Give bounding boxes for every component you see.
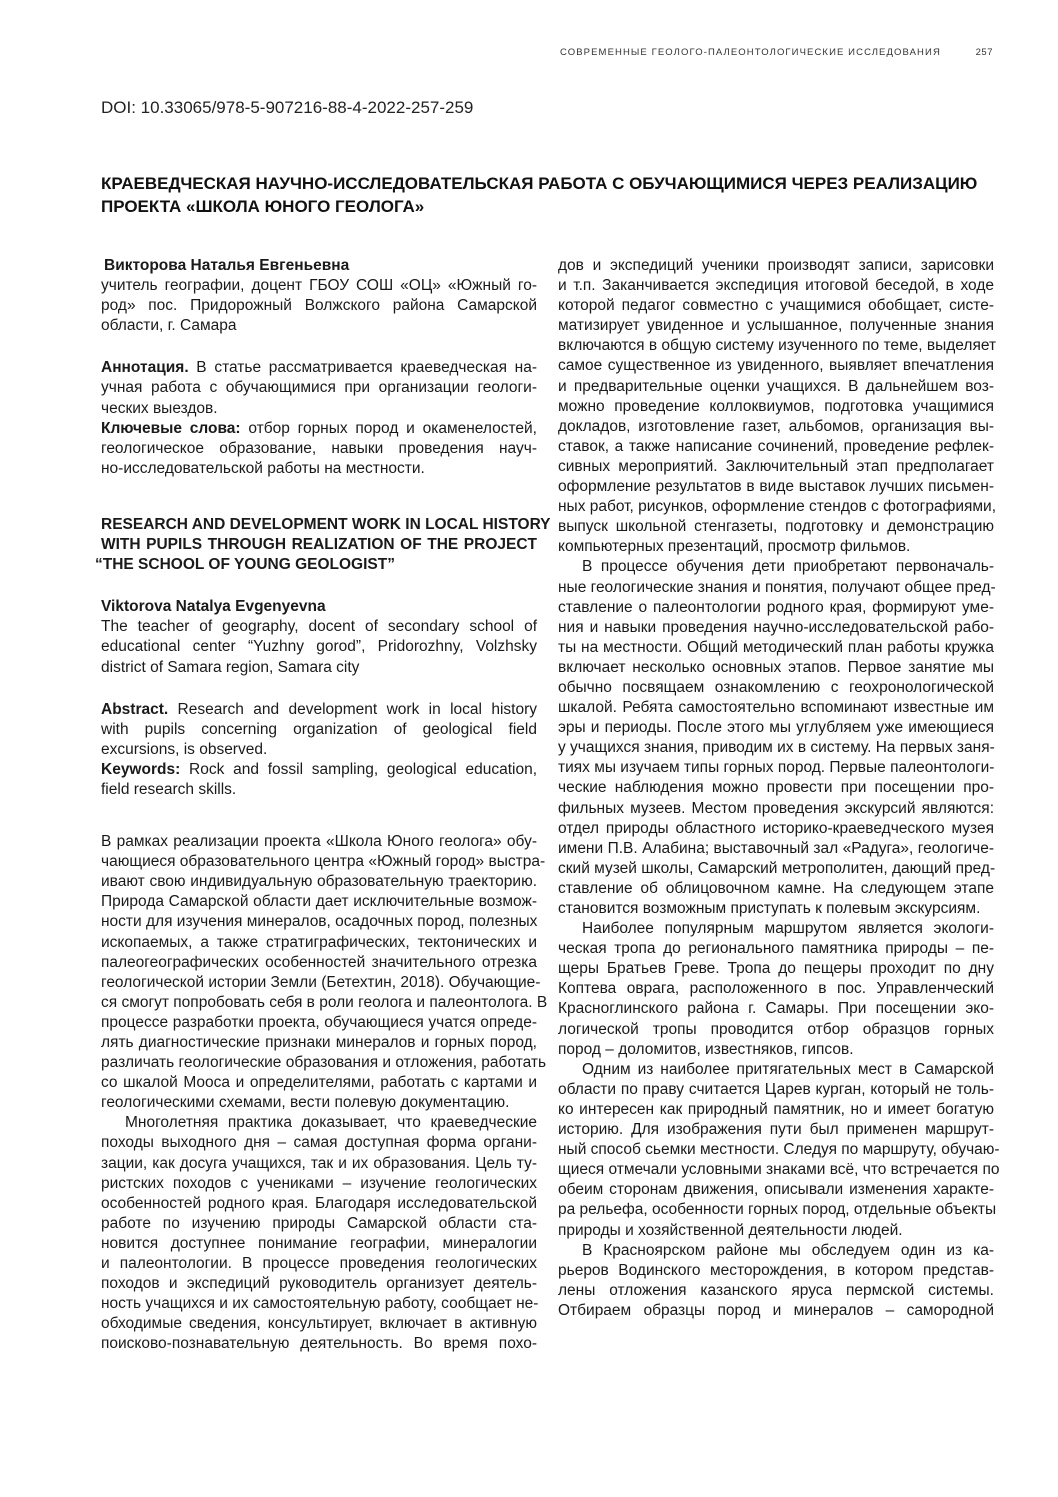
ru-keywords-line: геологическое образование, навыки проведения науч-: [101, 439, 537, 457]
body-line: Природа Самарской области дает исключительные возмож-: [101, 893, 537, 911]
body-paragraph: [558, 919, 994, 1060]
body-line: Многолетняя практика доказывает, что краеведческие: [125, 1114, 537, 1132]
body-line: дов и экспедиций ученики производят записи, зарисовки: [558, 257, 994, 274]
body-line: Одним из наиболее притягательных мест в Самарской: [582, 1060, 994, 1078]
title-line: КРАЕВЕДЧЕСКАЯ НАУЧНО-ИССЛЕДОВАТЕЛЬСКАЯ РАБОТА С ОБУЧАЮЩИМИСЯ ЧЕРЕЗ РЕАЛИЗАЦИЮ: [101, 174, 978, 193]
body-line: Коптева оврага, расположенного в пос. Управленческий: [558, 980, 994, 998]
body-line: оформление результатов в виде выставок лучших письмен-: [558, 478, 994, 496]
body-line: процессе разработки проекта, обучающиеся учатся опреде-: [101, 1013, 537, 1031]
body-line: В Красноярском районе мы обследуем один из ка-: [582, 1241, 994, 1259]
body-line: геологической истории Земли (Бетехтин, 2018). Обучающие-: [101, 973, 541, 991]
body-paragraph: [101, 832, 548, 1113]
body-line: выпуск школьной стенгазеты, подготовку и демонстрацию: [558, 518, 994, 536]
ru-abstract-label: Аннотация.: [101, 359, 189, 377]
ru-abstract-line: Аннотация. В статье рассматривается краеведческая на-: [101, 359, 537, 377]
body-line: походов и экспедиций руководитель организует деятель-: [101, 1275, 537, 1293]
en-affiliation-line: district of Samara region, Samara city: [101, 658, 360, 676]
body-line: ставление о палеонтологии родного края, формируют уме-: [558, 598, 994, 616]
ru-keywords-label: Ключевые слова:: [101, 419, 241, 437]
en-affiliation-line: educational center “Yuzhny gorod”, Pridorozhny, Volzhsky: [101, 638, 537, 656]
body-line: ный способ сьемки местности. Следуя по маршруту, обучаю-: [558, 1141, 1000, 1159]
body-line: лены отложения казанского яруса пермской системы.: [558, 1281, 994, 1299]
body-line: докладов, изготовление газет, альбомов, организация вы-: [558, 417, 994, 435]
ru-abstract-line: учная работа с обучающимися при организации геологи-: [101, 379, 537, 397]
en-abstract-line: excursions, is observed.: [101, 740, 268, 758]
body-line: ные геологические знания и понятия, получают общее пред-: [558, 578, 996, 596]
body-line: В процессе обучения дети приобретают первоначаль-: [582, 558, 994, 576]
body-line: палеогеографических особенностей значительного отрезка: [101, 953, 537, 971]
ru-affiliation-line: области, г. Самара: [101, 317, 237, 335]
body-line: обычно посвящаем ознакомлению с геохронологической: [558, 678, 994, 696]
body-line: сивных мероприятий. Заключительный этап предполагает: [558, 457, 994, 475]
body-line: геологическими схемами, вести полевую документацию.: [101, 1094, 510, 1112]
body-line: тиях мы изучаем типы горных пород. Первые палеонтологи-: [558, 759, 995, 777]
ru-keywords-line: Ключевые слова: отбор горных пород и окаменелостей,: [101, 419, 537, 437]
running-title: СОВРЕМЕННЫЕ ГЕОЛОГО-ПАЛЕОНТОЛОГИЧЕСКИЕ ИССЛЕДОВАНИЯ: [560, 47, 941, 58]
body-line: особенностей родного края. Благодаря исследовательской: [101, 1194, 537, 1212]
body-line: эры и периоды. После этого мы углубляем уже имеющиеся: [558, 719, 994, 737]
body-line: включаются в общую систему изученного по теме, выделяет: [558, 337, 997, 355]
body-line: обходимые сведения, консультирует, включает в активную: [101, 1315, 537, 1333]
body-line: можно проведение коллоквиумов, подготовка учащимися: [558, 397, 994, 415]
page-number: 257: [975, 47, 993, 58]
body-line: ископаемых, а также стратиграфических, тектонических и: [101, 933, 537, 951]
article-title: [101, 172, 996, 218]
body-line: ставок, а также написание сочинений, проведение рефлек-: [558, 437, 994, 455]
body-line: рьеров Водинского месторождения, в котором представ-: [558, 1261, 994, 1279]
body-line: и палеонтологии. В процессе проведения геологических: [101, 1255, 537, 1273]
body-line: ся смогут попробовать себя в роли геолога и палеонтолога. В: [101, 993, 548, 1011]
body-line: логической тропы проводится отбор образцов горных: [558, 1020, 994, 1038]
body-line: историю. Для изображения пути был применен маршрут-: [558, 1121, 994, 1139]
body-line: отдел природы областного историко-краеведческого музея: [558, 819, 994, 837]
body-line: ивают свою индивидуальную образовательную траекторию.: [101, 873, 537, 891]
body-line: ческие наблюдения можно провести при посещении про-: [558, 779, 994, 797]
body-line: ра рельефа, особенности горных пород, отдельные объекты: [558, 1201, 997, 1219]
en-abstract-line: Abstract. Research and development work in local history: [101, 700, 537, 718]
en-title-line: RESEARCH AND DEVELOPMENT WORK IN LOCAL HISTORY: [101, 515, 551, 533]
body-line: и т.п. Заканчивается экспедиция итоговой беседой, в ходе: [558, 277, 994, 295]
body-line: ния и навыки проведения научно-исследовательской рабо-: [558, 618, 994, 636]
body-line: Отбираем образцы пород и минералов – самородной: [558, 1301, 994, 1319]
body-line: имени П.В. Алабина; выставочный зал «Радуга», геологиче-: [558, 839, 994, 857]
en-title-line: “THE SCHOOL OF YOUNG GEOLOGIST”: [95, 556, 395, 574]
body-line: матизирует увиденное и услышанное, полученные знания: [558, 317, 994, 335]
ru-affiliation-line: учитель географии, доцент ГБОУ СОШ «ОЦ» «Южный го-: [101, 277, 537, 295]
body-paragraph: [558, 557, 994, 919]
body-line: щиеся отмечали условными знаками всё, что встречается по: [558, 1161, 1000, 1179]
body-line: ность учащихся и их самостоятельную работу, сообщает не-: [101, 1295, 539, 1313]
body-line: становится возможным приступать к полевым экскурсиям.: [558, 900, 981, 917]
body-line: щеры Братьев Греве. Тропа до пещеры проходит по дну: [558, 960, 994, 978]
body-line: Наиболее популярным маршрутом является экологи-: [582, 920, 994, 938]
en-abstract-line: with pupils concerning organization of geological field: [101, 720, 537, 738]
ru-abstract-line: ческих выездов.: [101, 399, 218, 417]
body-line: ческая тропа до регионального памятника природы – пе-: [558, 940, 994, 958]
body-line: фильных музеев. Местом проведения экскурсий являются:: [558, 799, 994, 817]
body-line: лять диагностические признаки минералов и горных пород,: [101, 1034, 537, 1051]
body-line: различать геологические образования и отложения, работать: [101, 1054, 547, 1072]
body-line: Красноглинского района г. Самары. При посещении эко-: [558, 1000, 994, 1018]
body-line: ский музей школы, Самарский метрополитен, дающий пред-: [558, 859, 996, 877]
ru-author-name: Викторова Наталья Евгеньевна: [104, 257, 350, 274]
body-line: ставление об облицовочном камне. На следующем этапе: [558, 879, 994, 897]
en-keywords-line: Keywords: Rock and fossil sampling, geological education,: [101, 760, 537, 778]
body-line: ты на местности. Общий методический план работы кружка: [558, 638, 994, 656]
body-line: которой педагог совместно с учащимися обобщает, систе-: [558, 297, 994, 315]
right-column: [558, 256, 1000, 1321]
ru-affiliation-line: род» пос. Придорожный Волжского района Самарской: [101, 297, 537, 315]
body-line: В рамках реализации проекта «Школа Юного геолога» обу-: [101, 833, 537, 851]
en-keywords-label: Keywords:: [101, 760, 181, 778]
en-affiliation-line: The teacher of geography, docent of secondary school of: [101, 618, 537, 636]
body-paragraph: [558, 256, 997, 557]
body-line: обеим сторонам движения, описывали изменения характе-: [558, 1181, 994, 1199]
en-abstract-label: Abstract.: [101, 700, 169, 718]
body-line: области по праву считается Царев курган, который не толь-: [558, 1080, 994, 1098]
body-line: ности для изучения минералов, осадочных пород, полезных: [101, 913, 538, 931]
body-line: пород – доломитов, известняков, гипсов.: [558, 1040, 854, 1058]
left-column: [95, 256, 551, 1355]
en-author-name: Viktorova Natalya Evgenyevna: [101, 598, 326, 616]
body-line: поисково-познавательную деятельность. Во время похо-: [101, 1335, 537, 1353]
body-line: у учащихся знания, приводим их в систему. На первых заня-: [558, 739, 995, 757]
body-paragraph: [558, 1060, 1000, 1241]
body-line: шкалой. Ребята самостоятельно вспоминают известные им: [558, 699, 994, 717]
body-line: новится доступнее понимание географии, минералогии: [101, 1234, 537, 1252]
body-line: зации, как досуга учащихся, так и их образования. Цель ту-: [101, 1154, 537, 1172]
body-line: ных работ, рисунков, оформление стендов с фотографиями,: [558, 498, 997, 516]
en-keywords-line: field research skills.: [101, 780, 237, 798]
body-line: работе по изучению природы Самарской области ста-: [101, 1214, 537, 1232]
body-line: природы и хозяйственной деятельности людей.: [558, 1221, 903, 1239]
body-line: ристских походов с учениками – изучение геологических: [101, 1174, 537, 1192]
doi: DOI: 10.33065/978-5-907216-88-4-2022-257-259: [101, 98, 474, 117]
body-line: походы выходного дня – самая доступная форма органи-: [101, 1134, 537, 1152]
body-line: со шкалой Мооса и определителями, работать с картами и: [101, 1074, 537, 1092]
ru-keywords-line: но-исследовательской работы на местности.: [101, 459, 425, 477]
en-title-line: WITH PUPILS THROUGH REALIZATION OF THE PROJECT: [101, 536, 537, 554]
body-paragraph: [558, 1241, 994, 1321]
body-line: самое существенное из увиденного, выявляет впечатления: [558, 357, 994, 375]
body-paragraph: [101, 1113, 537, 1354]
title-line: ПРОЕКТА «ШКОЛА ЮНОГО ГЕОЛОГА»: [101, 197, 425, 216]
body-line: ко интересен как природный памятник, но и имеет богатую: [558, 1100, 994, 1118]
body-line: чающиеся образовательного центра «Южный город» выстра-: [101, 853, 546, 871]
body-line: компьютерных презентаций, просмотр фильмов.: [558, 538, 911, 556]
body-line: и предварительные оценки учащихся. В дальнейшем воз-: [558, 377, 994, 395]
body-line: включает несколько основных этапов. Первое занятие мы: [558, 658, 994, 676]
